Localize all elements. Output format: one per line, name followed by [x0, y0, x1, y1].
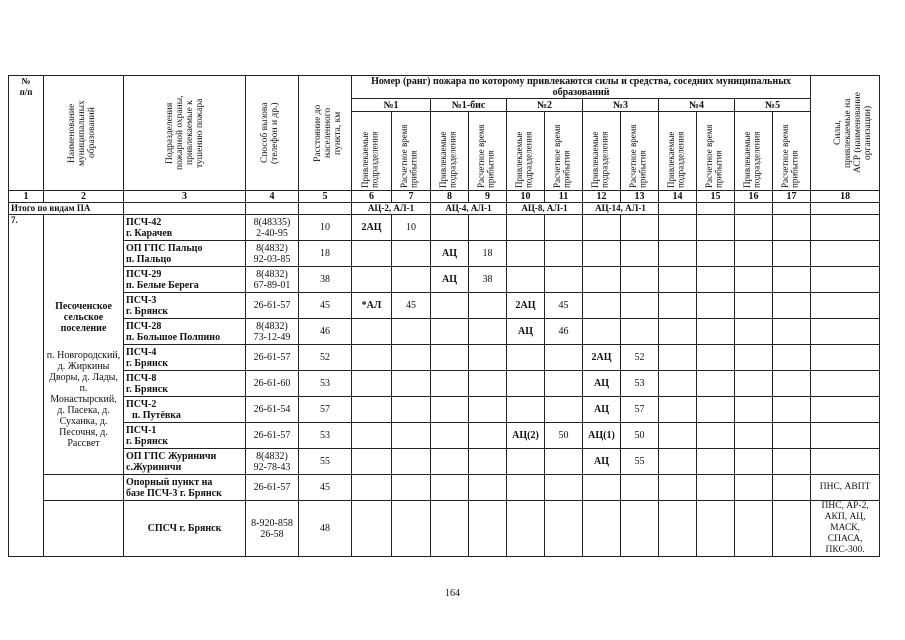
- column-number: 1: [9, 191, 44, 203]
- unit-cell: ПСЧ-29 п. Белые Берега: [124, 267, 246, 293]
- rank-2: №2: [507, 99, 583, 112]
- rank-time-cell: [697, 241, 735, 267]
- rank-unit-cell: [659, 397, 697, 423]
- rank-unit-cell: 2АЦ: [352, 215, 392, 241]
- rank-time-cell: [545, 449, 583, 475]
- unit-cell: ОП ГПС Пальцо п. Пальцо: [124, 241, 246, 267]
- rank-unit-cell: [735, 319, 773, 345]
- rank-time-cell: [697, 397, 735, 423]
- call-cell: 8(48335) 2-40-95: [246, 215, 299, 241]
- rank-time-cell: [621, 501, 659, 557]
- subheader-time: Расчетное время прибытия: [621, 112, 659, 191]
- rank-unit-cell: [352, 475, 392, 501]
- header-units: Подразделения пожарной охраны, привлекаемые к тушению пожара: [124, 76, 246, 191]
- rank-time-cell: [392, 267, 431, 293]
- subheader-time: Расчетное время прибытия: [469, 112, 507, 191]
- rank-unit-cell: [659, 215, 697, 241]
- asr-cell: [811, 449, 880, 475]
- rank-time-cell: 45: [545, 293, 583, 319]
- rank-unit-cell: *АЛ: [352, 293, 392, 319]
- rank-unit-cell: [659, 293, 697, 319]
- rank-unit-cell: [735, 501, 773, 557]
- asr-cell: [811, 241, 880, 267]
- rank-time-cell: [697, 267, 735, 293]
- rank-1bis: №1-бис: [431, 99, 507, 112]
- table-row: [9, 397, 880, 423]
- table-row: [9, 241, 880, 267]
- distance-cell: 57: [299, 397, 352, 423]
- rank-time-cell: [392, 423, 431, 449]
- rank-unit-cell: АЦ: [583, 397, 621, 423]
- call-cell: 26-61-57: [246, 423, 299, 449]
- asr-cell: [811, 397, 880, 423]
- rank-time-cell: [697, 215, 735, 241]
- rank-unit-cell: [735, 293, 773, 319]
- rank-unit-cell: [659, 267, 697, 293]
- rank-time-cell: [392, 449, 431, 475]
- column-number: 10: [507, 191, 545, 203]
- header-asr: Силы, привлекаемые на АСР (наименование организации): [811, 76, 880, 191]
- rank-time-cell: [773, 449, 811, 475]
- rank-time-cell: 52: [621, 345, 659, 371]
- rank-time-cell: 38: [469, 267, 507, 293]
- asr-cell: [811, 371, 880, 397]
- rank-time-cell: [697, 345, 735, 371]
- rank-unit-cell: [583, 267, 621, 293]
- rank-time-cell: [469, 449, 507, 475]
- rank-unit-cell: [583, 501, 621, 557]
- rank-time-cell: [545, 241, 583, 267]
- rank-time-cell: [469, 293, 507, 319]
- rank-unit-cell: [507, 475, 545, 501]
- call-cell: 8(4832) 67-89-01: [246, 267, 299, 293]
- rank-unit-cell: [735, 449, 773, 475]
- rank-unit-cell: [352, 423, 392, 449]
- table-row: [9, 501, 880, 557]
- distance-cell: 18: [299, 241, 352, 267]
- rank-unit-cell: [735, 215, 773, 241]
- column-number: 2: [44, 191, 124, 203]
- column-number: 3: [124, 191, 246, 203]
- rank-time-cell: [773, 501, 811, 557]
- asr-cell: [811, 423, 880, 449]
- rank-unit-cell: [583, 293, 621, 319]
- rank-time-cell: [697, 423, 735, 449]
- distance-cell: 45: [299, 293, 352, 319]
- subheader-time: Расчетное время прибытия: [545, 112, 583, 191]
- column-number: 6: [352, 191, 392, 203]
- rank-time-cell: 50: [545, 423, 583, 449]
- rank-time-cell: [545, 475, 583, 501]
- distance-cell: 45: [299, 475, 352, 501]
- column-number: 17: [773, 191, 811, 203]
- rank-unit-cell: [507, 215, 545, 241]
- rank-time-cell: [773, 267, 811, 293]
- rank-unit-cell: [352, 241, 392, 267]
- unit-cell: ПСЧ-4 г. Брянск: [124, 345, 246, 371]
- rank-unit-cell: АЦ(1): [583, 423, 621, 449]
- rank-3: №3: [583, 99, 659, 112]
- rank-time-cell: [469, 397, 507, 423]
- call-cell: 26-61-57: [246, 475, 299, 501]
- rank-time-cell: [545, 397, 583, 423]
- rank-unit-cell: [352, 319, 392, 345]
- rank-time-cell: [621, 267, 659, 293]
- rank-unit-cell: [735, 397, 773, 423]
- rank-time-cell: [773, 215, 811, 241]
- column-number: 14: [659, 191, 697, 203]
- header-num: № п/п: [9, 76, 44, 191]
- rank-unit-cell: [352, 397, 392, 423]
- rank-time-cell: [697, 449, 735, 475]
- rank-unit-cell: АЦ(2): [507, 423, 545, 449]
- distance-cell: 53: [299, 371, 352, 397]
- rank-unit-cell: [507, 241, 545, 267]
- rank-time-cell: [469, 475, 507, 501]
- totals-r2: АЦ-8, АЛ-1: [507, 203, 583, 215]
- rank-unit-cell: [735, 345, 773, 371]
- rank-time-cell: 18: [469, 241, 507, 267]
- rank-unit-cell: АЦ: [431, 241, 469, 267]
- rank-time-cell: 10: [392, 215, 431, 241]
- call-cell: 26-61-57: [246, 345, 299, 371]
- call-cell: 8(4832) 92-03-85: [246, 241, 299, 267]
- rank-unit-cell: [659, 423, 697, 449]
- rank-time-cell: [392, 371, 431, 397]
- subheader-time: Расчетное время прибытия: [697, 112, 735, 191]
- rank-unit-cell: 2АЦ: [583, 345, 621, 371]
- column-number: 18: [811, 191, 880, 203]
- call-cell: 8(4832) 92-78-43: [246, 449, 299, 475]
- subheader-units: Привлекаемые подразделения: [352, 112, 392, 191]
- call-cell: 26-61-54: [246, 397, 299, 423]
- rank-unit-cell: [735, 371, 773, 397]
- subheader-units: Привлекаемые подразделения: [735, 112, 773, 191]
- rank-unit-cell: [507, 371, 545, 397]
- subheader-units: Привлекаемые подразделения: [507, 112, 545, 191]
- call-cell: 8-920-858 26-58: [246, 501, 299, 557]
- table-row: [9, 423, 880, 449]
- rank-time-cell: 46: [545, 319, 583, 345]
- table-row: [9, 371, 880, 397]
- rank-time-cell: 53: [621, 371, 659, 397]
- rank-time-cell: [392, 319, 431, 345]
- header-distance: Расстояние до населенного пункта, км: [299, 76, 352, 191]
- rank-unit-cell: [735, 423, 773, 449]
- subheader-units: Привлекаемые подразделения: [659, 112, 697, 191]
- rank-unit-cell: АЦ: [431, 267, 469, 293]
- rank-unit-cell: [659, 371, 697, 397]
- column-number: 4: [246, 191, 299, 203]
- header-municipality: Наименование муниципальных образований: [44, 76, 124, 191]
- subheader-time: Расчетное время прибытия: [773, 112, 811, 191]
- rank-4: №4: [659, 99, 735, 112]
- rank-time-cell: [545, 215, 583, 241]
- asr-cell: ПНС, АВПТ: [811, 475, 880, 501]
- rank-time-cell: [773, 423, 811, 449]
- rank-time-cell: [545, 345, 583, 371]
- rank-unit-cell: [431, 293, 469, 319]
- municipality-settlements: п. Новгородский, д. Жиркины Дворы, д. Лады, п. Монастырский, д. Пасека, д. Суханка, д. Песочня, д. Рассвет: [46, 349, 121, 449]
- rank-time-cell: [545, 501, 583, 557]
- rank-unit-cell: [352, 449, 392, 475]
- rank-unit-cell: [735, 475, 773, 501]
- asr-cell: [811, 215, 880, 241]
- rank-time-cell: [469, 215, 507, 241]
- unit-cell: Опорный пункт на базе ПСЧ-3 г. Брянск: [124, 475, 246, 501]
- rank-time-cell: [773, 241, 811, 267]
- rank-time-cell: [773, 475, 811, 501]
- rank-unit-cell: [352, 501, 392, 557]
- rank-unit-cell: [507, 267, 545, 293]
- municipality-cell: [44, 215, 124, 475]
- distance-cell: 52: [299, 345, 352, 371]
- rank-time-cell: [392, 475, 431, 501]
- asr-cell: [811, 345, 880, 371]
- distance-cell: 38: [299, 267, 352, 293]
- unit-cell: ПСЧ-8 г. Брянск: [124, 371, 246, 397]
- page-number: 164: [445, 588, 460, 599]
- rank-unit-cell: [431, 423, 469, 449]
- table-row: [9, 345, 880, 371]
- distance-cell: 55: [299, 449, 352, 475]
- rank-time-cell: 55: [621, 449, 659, 475]
- column-number: 7: [392, 191, 431, 203]
- rank-time-cell: [469, 371, 507, 397]
- column-number: 5: [299, 191, 352, 203]
- rank-unit-cell: [583, 215, 621, 241]
- table-row: [9, 215, 880, 241]
- rank-unit-cell: [507, 397, 545, 423]
- rank-unit-cell: [507, 345, 545, 371]
- asr-cell: [811, 319, 880, 345]
- rank-unit-cell: [352, 345, 392, 371]
- totals-label: Итого по видам ПА: [9, 203, 124, 215]
- unit-cell: ПСЧ-1 г. Брянск: [124, 423, 246, 449]
- rank-unit-cell: [431, 397, 469, 423]
- rank-time-cell: [773, 397, 811, 423]
- column-number: 13: [621, 191, 659, 203]
- call-cell: 8(4832) 73-12-49: [246, 319, 299, 345]
- unit-cell: ПСЧ-42 г. Карачев: [124, 215, 246, 241]
- rank-unit-cell: [431, 475, 469, 501]
- rank-unit-cell: АЦ: [583, 449, 621, 475]
- rank-unit-cell: [735, 241, 773, 267]
- fire-plan-table: [8, 75, 880, 557]
- rank-time-cell: [697, 371, 735, 397]
- rank-time-cell: [469, 501, 507, 557]
- distance-cell: 48: [299, 501, 352, 557]
- rank-time-cell: [469, 319, 507, 345]
- table-row: [9, 319, 880, 345]
- totals-r1: АЦ-2, АЛ-1: [352, 203, 431, 215]
- rank-unit-cell: [431, 215, 469, 241]
- row-number: 7.: [9, 215, 44, 557]
- unit-cell: ОП ГПС Журиничи с.Журиничи: [124, 449, 246, 475]
- rank-time-cell: [621, 293, 659, 319]
- rank-time-cell: [697, 319, 735, 345]
- rank-unit-cell: [659, 449, 697, 475]
- rank-unit-cell: [659, 319, 697, 345]
- distance-cell: 53: [299, 423, 352, 449]
- subheader-units: Привлекаемые подразделения: [431, 112, 469, 191]
- rank-time-cell: [773, 293, 811, 319]
- rank-time-cell: 57: [621, 397, 659, 423]
- rank-time-cell: [392, 241, 431, 267]
- distance-cell: 46: [299, 319, 352, 345]
- column-number: 12: [583, 191, 621, 203]
- rank-unit-cell: [583, 319, 621, 345]
- rank-unit-cell: [507, 449, 545, 475]
- rank-unit-cell: [735, 267, 773, 293]
- column-number: 11: [545, 191, 583, 203]
- totals-r3: АЦ-14, АЛ-1: [583, 203, 659, 215]
- subheader-units: Привлекаемые подразделения: [583, 112, 621, 191]
- call-cell: 26-61-57: [246, 293, 299, 319]
- rank-unit-cell: [583, 475, 621, 501]
- rank-time-cell: [621, 241, 659, 267]
- rank-unit-cell: [431, 371, 469, 397]
- rank-5: №5: [735, 99, 811, 112]
- rank-time-cell: [621, 319, 659, 345]
- rank-time-cell: [621, 475, 659, 501]
- subheader-time: Расчетное время прибытия: [392, 112, 431, 191]
- totals-r1bis: АЦ-4, АЛ-1: [431, 203, 507, 215]
- rank-unit-cell: [352, 371, 392, 397]
- column-number: 8: [431, 191, 469, 203]
- rank-unit-cell: АЦ: [583, 371, 621, 397]
- rank-time-cell: [392, 345, 431, 371]
- rank-unit-cell: [583, 241, 621, 267]
- rank-unit-cell: [352, 267, 392, 293]
- rank-time-cell: [469, 345, 507, 371]
- rank-unit-cell: [507, 501, 545, 557]
- municipality-name: Песоченское сельское поселение: [55, 300, 112, 334]
- rank-unit-cell: [431, 501, 469, 557]
- rank-unit-cell: [431, 345, 469, 371]
- rank-unit-cell: [659, 501, 697, 557]
- column-number: 15: [697, 191, 735, 203]
- unit-cell: ПСЧ-28 п. Большое Полпино: [124, 319, 246, 345]
- rank-time-cell: [392, 397, 431, 423]
- rank-1: №1: [352, 99, 431, 112]
- header-call: Способ вызова (телефон и др.): [246, 76, 299, 191]
- rank-time-cell: [773, 371, 811, 397]
- rank-unit-cell: [659, 241, 697, 267]
- table-row: [9, 267, 880, 293]
- rank-unit-cell: [659, 475, 697, 501]
- rank-unit-cell: АЦ: [507, 319, 545, 345]
- rank-unit-cell: 2АЦ: [507, 293, 545, 319]
- table-row: [9, 449, 880, 475]
- unit-cell: ПСЧ-3 г. Брянск: [124, 293, 246, 319]
- rank-time-cell: [697, 475, 735, 501]
- unit-cell: СПСЧ г. Брянск: [124, 501, 246, 557]
- call-cell: 26-61-60: [246, 371, 299, 397]
- table-row: [9, 293, 880, 319]
- rank-time-cell: [621, 215, 659, 241]
- rank-unit-cell: [659, 345, 697, 371]
- rank-time-cell: [697, 501, 735, 557]
- rank-time-cell: 45: [392, 293, 431, 319]
- rank-time-cell: [697, 293, 735, 319]
- column-number: 9: [469, 191, 507, 203]
- rank-time-cell: [773, 319, 811, 345]
- rank-time-cell: [469, 423, 507, 449]
- asr-cell: [811, 293, 880, 319]
- unit-cell: ПСЧ-2 п. Путёвка: [124, 397, 246, 423]
- rank-time-cell: [545, 267, 583, 293]
- asr-cell: ПНС, АР-2, АКП, АЦ, МАСК, СПАСА, ПКС-300.: [811, 501, 880, 557]
- rank-time-cell: [545, 371, 583, 397]
- rank-unit-cell: [431, 319, 469, 345]
- distance-cell: 10: [299, 215, 352, 241]
- table-row: [9, 475, 880, 501]
- header-rank: Номер (ранг) пожара по которому привлекаются силы и средства, соседних муниципальных образований: [352, 76, 811, 99]
- asr-cell: [811, 267, 880, 293]
- rank-time-cell: [392, 501, 431, 557]
- rank-time-cell: 50: [621, 423, 659, 449]
- rank-time-cell: [773, 345, 811, 371]
- rank-unit-cell: [431, 449, 469, 475]
- column-number: 16: [735, 191, 773, 203]
